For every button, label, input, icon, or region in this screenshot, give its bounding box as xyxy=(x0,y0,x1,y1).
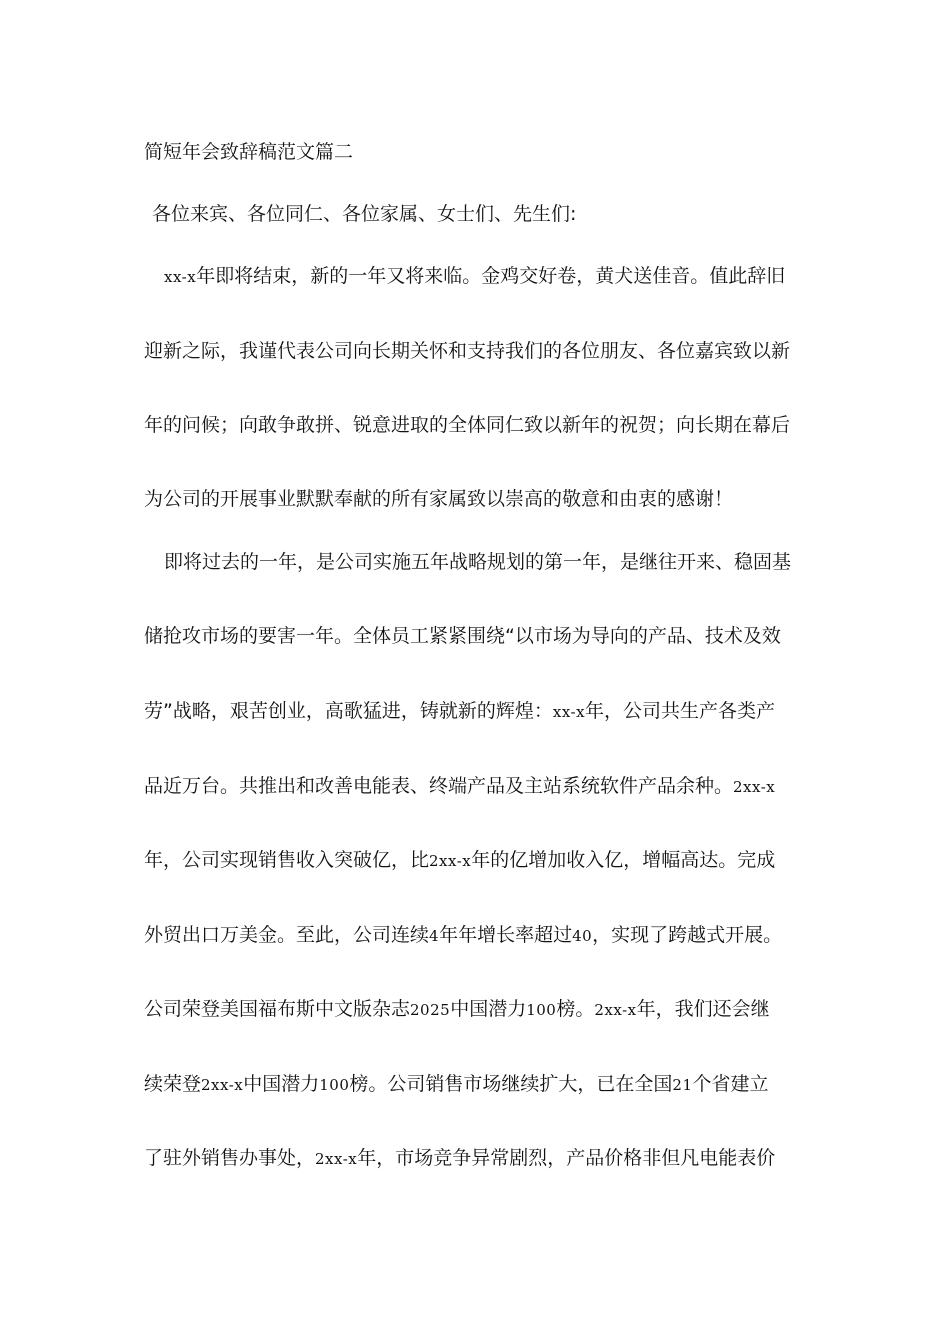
line-text: 了驻外销售办事处， xyxy=(144,1147,316,1169)
line-text: 公司荣登美国福布斯中文版杂志 xyxy=(144,998,411,1020)
line-text: 为公司的开展事业默默奉献的所有家属致以崇高的敬意和由衷的感谢！ xyxy=(144,488,734,510)
paragraph-line xyxy=(164,550,834,574)
line-text: 迎新之际，我谨代表公司向长期关怀和支持我们的各位朋友、各位嘉宾致以新 xyxy=(144,340,791,362)
document-title: 简短年会致辞稿范文篇二 xyxy=(144,141,354,163)
paragraph-line xyxy=(144,997,814,1022)
inline-number: 40 xyxy=(572,927,593,945)
inline-number: 100 xyxy=(319,1076,350,1094)
inline-number: 2xx-x xyxy=(429,852,472,870)
inline-number: 2xx-x xyxy=(315,1150,358,1168)
paragraph-line xyxy=(144,848,814,873)
paragraph-line xyxy=(144,774,814,799)
line-text: 年，我们还会继 xyxy=(636,998,770,1020)
line-text: 个省建立 xyxy=(692,1073,769,1095)
paragraph-line xyxy=(144,699,814,724)
line-text: 年的亿增加收入亿，增幅高达。完成 xyxy=(471,849,776,871)
line-text: 续荣登 xyxy=(144,1073,202,1095)
line-text: 劳”战略，艰苦创业，高歌猛进，铸就新的辉煌： xyxy=(144,700,553,722)
inline-number: 100 xyxy=(526,1001,557,1019)
paragraph-line xyxy=(144,1146,814,1171)
inline-number: 2xx-x xyxy=(594,1001,637,1019)
paragraph-line xyxy=(144,624,814,648)
line-text: 外贸出口万美金。至此，公司连续 xyxy=(144,924,430,946)
line-text: 年的问候；向敢争敢拼、锐意进取的全体同仁致以新年的祝贺；向长期在幕后 xyxy=(144,414,791,436)
line-text: 中国潜力 xyxy=(450,998,527,1020)
line-text: 年即将结束，新的一年又将来临。金鸡交好卷，黄犬送佳音。值此辞旧 xyxy=(196,265,786,287)
greeting-line: 各位来宾、各位同仁、各位家属、女士们、先生们: xyxy=(152,203,577,225)
inline-number: xx-x xyxy=(552,703,586,721)
line-text: 年年增长率超过 xyxy=(439,924,573,946)
line-text: 储抢攻市场的要害一年。全体员工紧紧围绕“以市场为导向的产品、技术及效 xyxy=(144,625,781,647)
inline-number: 21 xyxy=(672,1076,693,1094)
inline-number: 2025 xyxy=(410,1001,451,1019)
line-text: 年，公司实现销售收入突破亿，比 xyxy=(144,849,430,871)
paragraph-line xyxy=(164,264,834,289)
line-text: 即将过去的一年，是公司实施五年战略规划的第一年，是继往开来、稳固基 xyxy=(164,551,792,573)
line-text: 年，市场竞争异常剧烈，产品价格非但凡电能表价 xyxy=(357,1147,776,1169)
inline-number: 2xx-x xyxy=(201,1076,244,1094)
line-text: 品近万台。共推出和改善电能表、终端产品及主站系统软件产品余种。 xyxy=(144,775,734,797)
line-text: 中国潜力 xyxy=(243,1073,320,1095)
paragraph-line xyxy=(144,339,814,363)
line-text: 榜。 xyxy=(556,998,595,1020)
line-text: 年，公司共生产各类产 xyxy=(585,700,776,722)
line-text: 榜。公司销售市场继续扩大，已在全国 xyxy=(349,1073,673,1095)
paragraph-line xyxy=(144,487,814,511)
paragraph-line xyxy=(144,413,814,437)
paragraph-line xyxy=(144,1072,814,1097)
inline-number: 4 xyxy=(429,927,440,945)
line-text: ，实现了跨越式开展。 xyxy=(592,924,783,946)
inline-number: xx-x xyxy=(164,268,197,286)
inline-number: 2xx-x xyxy=(733,778,776,796)
paragraph-line xyxy=(144,923,814,948)
